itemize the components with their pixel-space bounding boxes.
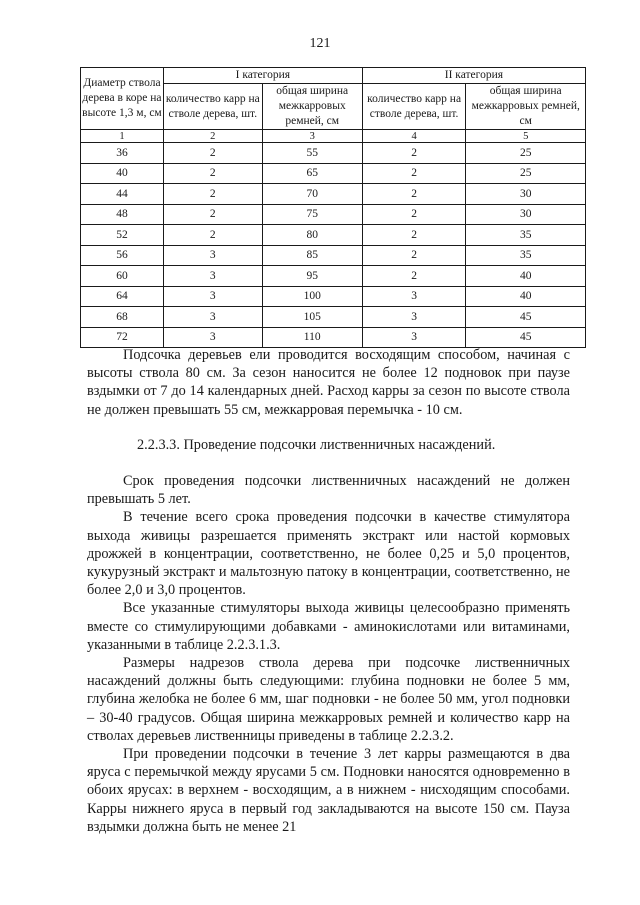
- table-cell: 45: [466, 307, 586, 328]
- table-cell: 25: [466, 163, 586, 184]
- table-cell: 55: [262, 143, 362, 164]
- table-cell: 2: [362, 225, 466, 246]
- table-cell: 65: [262, 163, 362, 184]
- page-number: 121: [309, 36, 331, 51]
- table-cell: 2: [163, 163, 262, 184]
- paragraph-spruce-tapping: Подсочка деревьев ели проводится восходящим способом, начиная с высоты ствола 80 см. За сезон наносится не более 12 подновок при паузе вздымки от 7 до 14 календарных дней. Расход карры за сезон по высоте ствола не должен превышать 55 см, межкарровая перемычка - 10 см.: [87, 347, 570, 418]
- table-cell: 110: [262, 327, 362, 348]
- table-row: [81, 327, 586, 348]
- table-cell: 3: [362, 307, 466, 328]
- table-cell: 105: [262, 307, 362, 328]
- paragraph-term: Срок проведения подсочки лиственничных насаждений не должен превышать 5 лет.: [87, 473, 570, 508]
- section-heading: 2.2.3.3. Проведение подсочки лиственничных насаждений.: [137, 436, 496, 453]
- table-cell: 3: [163, 307, 262, 328]
- table-cell: 72: [81, 327, 164, 348]
- header-cat1-count: количество карр на стволе дерева, шт.: [163, 84, 262, 130]
- table-cell: 3: [163, 286, 262, 307]
- column-number: 5: [466, 130, 586, 143]
- paragraph-stimulators: В течение всего срока проведения подсочки в качестве стимулятора выхода живицы разрешается применять экстракт или настой кормовых дрожжей в концентрации, соответственно, не более 0,25 и 5,0 процентов, кукурузный экстракт и мальтозную патоку в концентрации, соответственно, не более 2,0 и 3,0 процентов.: [87, 509, 570, 599]
- header-diameter: Диаметр ствола дерева в коре на высоте 1,3 м, см: [81, 68, 164, 130]
- table-cell: 3: [362, 286, 466, 307]
- table-cell: 2: [362, 204, 466, 225]
- table-cell: 2: [362, 184, 466, 205]
- header-cat1-width: общая ширина межкарровых ремней, см: [262, 84, 362, 130]
- table-cell: 3: [163, 266, 262, 287]
- paragraph-tiers: При проведении подсочки в течение 3 лет карры размещаются в два яруса с перемычкой между ярусами 5 см. Подновки наносятся одновременно в обоих ярусах: в верхнем - восходящим, а в нижнем - нисходящим способами. Карры нижнего яруса в первый год закладываются на высоте 150 см. Пауза вздымки должна быть не менее 21: [87, 746, 570, 835]
- column-number: 4: [362, 130, 466, 143]
- table-cell: 85: [262, 245, 362, 266]
- table-row: [81, 204, 586, 225]
- table-cell: 52: [81, 225, 164, 246]
- table-cell: 45: [466, 327, 586, 348]
- table-cell: 2: [163, 204, 262, 225]
- table-cell: 3: [362, 327, 466, 348]
- paragraph-incision-sizes: Размеры надрезов ствола дерева при подсочке лиственничных насаждений должны быть следующими: глубина подновки не более 5 мм, глубина желобка не более 6 мм, шаг подновки - не более 50 мм, угол подновки – 30-40 градусов. Общая ширина межкарровых ремней и количество карр на стволах деревьев лиственницы приведены в таблице 2.2.3.2.: [87, 655, 570, 744]
- table-cell: 2: [163, 184, 262, 205]
- body-text: [87, 346, 570, 836]
- table-cell: 3: [163, 245, 262, 266]
- table-row: [81, 225, 586, 246]
- table-cell: 95: [262, 266, 362, 287]
- table-cell: 2: [163, 143, 262, 164]
- table-row: [81, 307, 586, 328]
- table-row: [81, 245, 586, 266]
- table-cell: 40: [466, 266, 586, 287]
- table-row: [81, 184, 586, 205]
- table-cell: 75: [262, 204, 362, 225]
- table-cell: 44: [81, 184, 164, 205]
- header-category-2: II категория: [362, 68, 585, 84]
- column-number: 2: [163, 130, 262, 143]
- table-cell: 35: [466, 245, 586, 266]
- table-row: [81, 286, 586, 307]
- table-cell: 100: [262, 286, 362, 307]
- table-cell: 40: [466, 286, 586, 307]
- column-numbers-row: [81, 130, 586, 143]
- paragraph-additives: Все указанные стимуляторы выхода живицы целесообразно применять вместе со стимулирующими добавками - аминокислотами или витаминами, указанными в таблице 2.2.3.1.3.: [87, 600, 570, 653]
- table-cell: 56: [81, 245, 164, 266]
- table-cell: 70: [262, 184, 362, 205]
- column-number: 1: [81, 130, 164, 143]
- table-cell: 2: [362, 163, 466, 184]
- table-cell: 2: [362, 266, 466, 287]
- table-cell: 80: [262, 225, 362, 246]
- table-cell: 30: [466, 204, 586, 225]
- table-cell: 40: [81, 163, 164, 184]
- data-table: [80, 67, 586, 348]
- header-cat2-count: количество карр на стволе дерева, шт.: [362, 84, 466, 130]
- table-cell: 68: [81, 307, 164, 328]
- table-cell: 36: [81, 143, 164, 164]
- table-cell: 48: [81, 204, 164, 225]
- table-cell: 2: [163, 225, 262, 246]
- table-cell: 2: [362, 143, 466, 164]
- table-row: [81, 143, 586, 164]
- table-cell: 30: [466, 184, 586, 205]
- table-cell: 64: [81, 286, 164, 307]
- table-cell: 60: [81, 266, 164, 287]
- header-category-1: I категория: [163, 68, 362, 84]
- table-cell: 2: [362, 245, 466, 266]
- table-cell: 25: [466, 143, 586, 164]
- table-cell: 3: [163, 327, 262, 348]
- column-number: 3: [262, 130, 362, 143]
- table-row: [81, 163, 586, 184]
- table-cell: 35: [466, 225, 586, 246]
- header-cat2-width: общая ширина межкарровых ремней, см: [466, 84, 586, 130]
- table-row: [81, 266, 586, 287]
